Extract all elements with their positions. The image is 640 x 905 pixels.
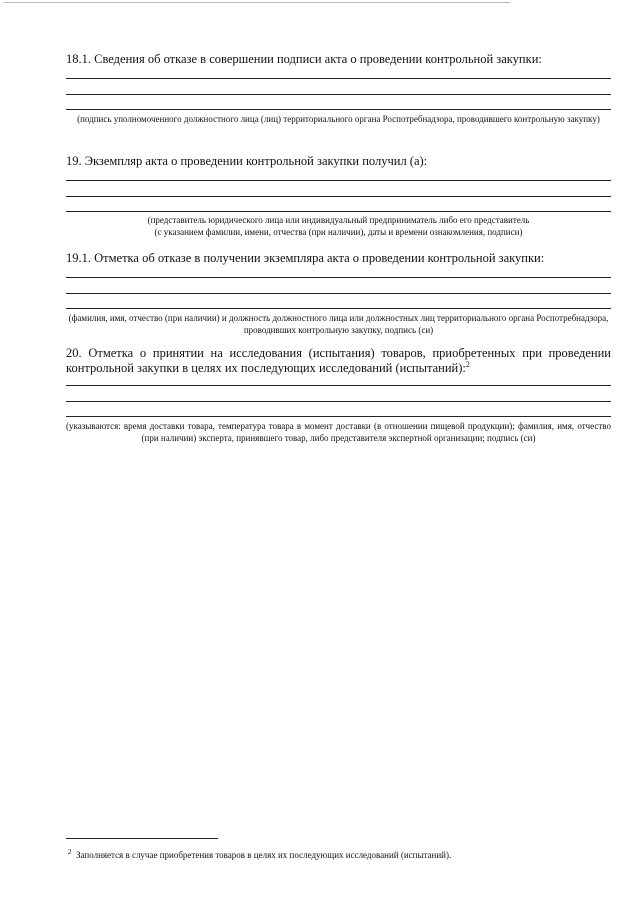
fill-line: [66, 277, 611, 278]
signature-line: [66, 308, 611, 309]
footnote-text: Заполняется в случае приобретения товаров в целях их последующих исследований (испытаний).: [76, 850, 452, 860]
section-20-heading: [66, 346, 611, 376]
fill-line: [66, 293, 611, 294]
fill-line: [66, 94, 611, 95]
footnote-rule: [66, 838, 218, 839]
signature-line: [66, 416, 611, 417]
footnote-marker: 2: [68, 848, 72, 856]
section-19-1: [66, 251, 611, 336]
section-18-1: [66, 52, 611, 125]
fill-line: [66, 196, 611, 197]
footnote: [68, 846, 451, 861]
signature-line: [66, 109, 611, 110]
fill-line: [66, 180, 611, 181]
section-20-heading-text: 20. Отметка о принятии на исследования (испытания) товаров, приобретенных при проведении контрольной закупки в целях их последующих исследований (испытаний):: [66, 346, 611, 375]
section-19-1-heading: 19.1. Отметка об отказе в получении экземпляра акта о проведении контрольной закупки:: [66, 251, 545, 265]
footnote-ref: 2: [465, 359, 470, 369]
fill-line: [66, 78, 611, 79]
fill-line: [66, 401, 611, 402]
page-top-rule: [4, 2, 510, 3]
fill-line: [66, 385, 611, 386]
section-20: [66, 346, 611, 444]
section-19-caption-line-2: (с указанием фамилии, имени, отчества (при наличии), даты и времени ознакомления, подписи): [154, 227, 523, 237]
section-19-caption-line-1: (представитель юридического лица или индивидуальный предприниматель либо его представитель: [147, 215, 530, 225]
section-18-1-caption: (подпись уполномоченного должностного лица (лиц) территориального органа Роспотребнадзора, проводившего контрольную закупку): [77, 114, 600, 124]
section-20-caption: (указываются: время доставки товара, температура товара в момент доставки (в отношении пищевой продукции); фамилия, имя, отчество (при наличии) эксперта, принявшего товар, либо представителя экспертной организации; подпись (си): [66, 421, 611, 443]
section-19: [66, 154, 611, 238]
section-19-1-caption: (фамилия, имя, отчество (при наличии) и должность должностного лица или должностных лиц территориального органа Роспотребнадзора, проводивших контрольную закупку, подпись (си): [68, 313, 609, 335]
section-19-heading: 19. Экземпляр акта о проведении контрольной закупки получил (а):: [66, 154, 428, 168]
section-18-1-heading: 18.1. Сведения об отказе в совершении подписи акта о проведении контрольной закупки:: [66, 52, 542, 66]
signature-line: [66, 211, 611, 212]
